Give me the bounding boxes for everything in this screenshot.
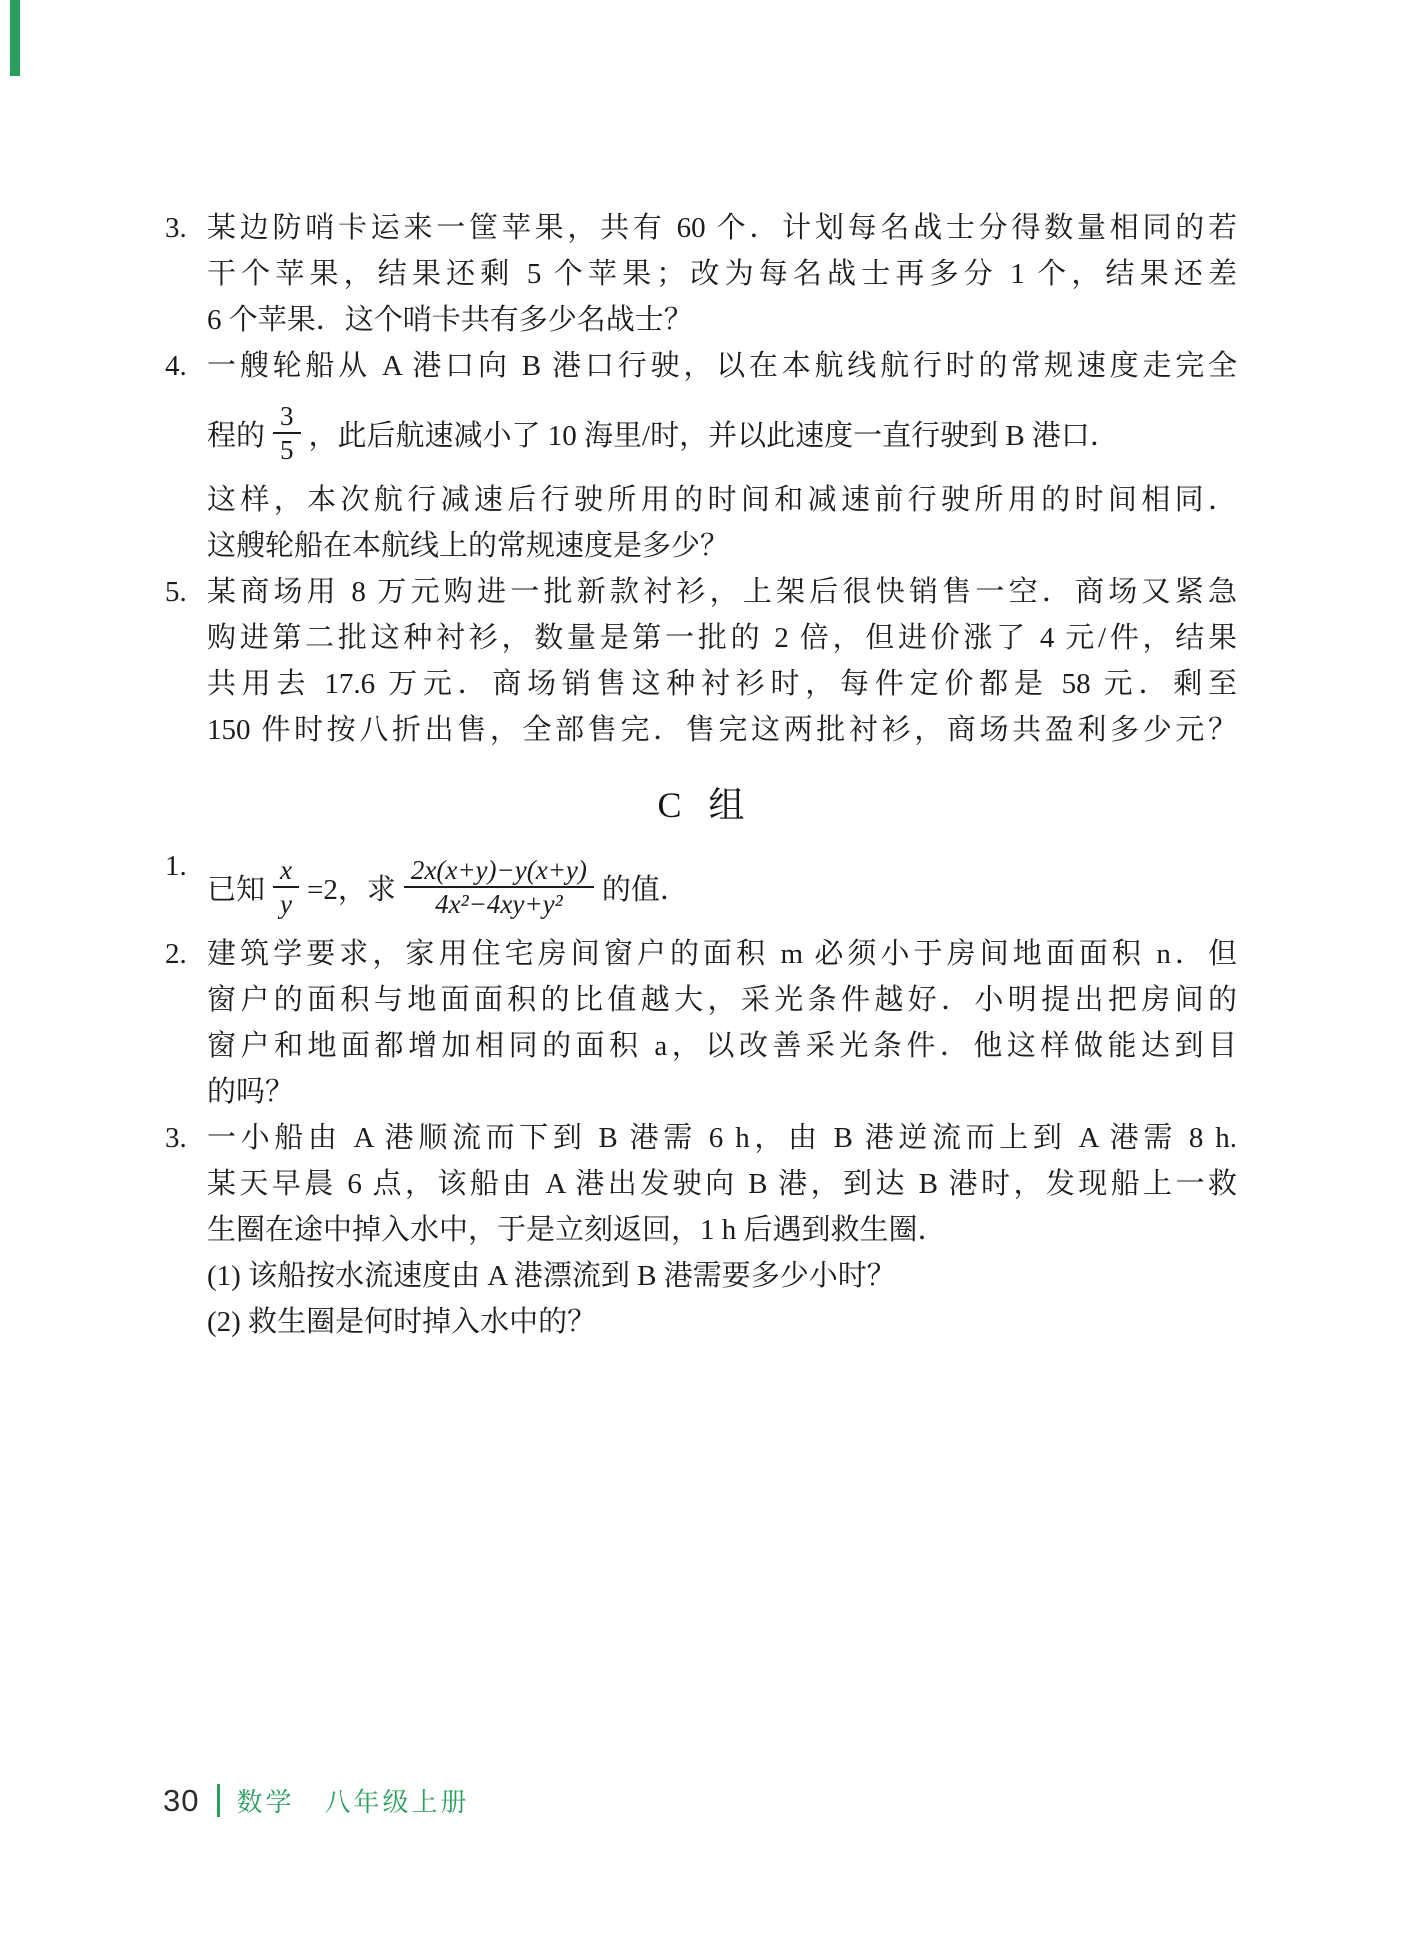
problem-c3 [165, 1115, 1237, 1345]
problem-line: 一艘轮船从 A 港口向 B 港口行驶，以在本航线航行时的常规速度走完全 [207, 350, 1237, 382]
problem-b4 [165, 343, 1237, 569]
problem-b5 [165, 569, 1237, 753]
footer-subject-label: 数学 [236, 1787, 295, 1817]
problem-line: 这样，本次航行减速后行驶所用的时间和减速前行驶所用的时间相同． [207, 484, 1237, 516]
problem-line: 干个苹果，结果还剩 5 个苹果；改为每名战士再多分 1 个，结果还差 [207, 258, 1237, 290]
footer-separator-bar [217, 1784, 220, 1817]
problem-line: 建筑学要求，家用住宅房间窗户的面积 m 必须小于房间地面面积 n．但 [207, 938, 1237, 970]
page-edge-green-tab [10, 0, 20, 76]
problem-number: 4. [165, 350, 187, 382]
problem-number: 3. [165, 212, 187, 244]
text-segment: =2，求 [307, 873, 396, 906]
fraction-denominator: 5 [280, 435, 294, 465]
problem-line-with-fraction [207, 389, 1237, 477]
page-footer [163, 1782, 470, 1819]
problem-line-with-fraction [207, 843, 1237, 931]
footer-volume-label: 八年级上册 [324, 1787, 470, 1817]
problem-c2 [165, 931, 1237, 1115]
problem-line: 某商场用 8 万元购进一批新款衬衫，上架后很快销售一空．商场又紧急 [207, 576, 1237, 608]
problem-line: 某边防哨卡运来一筐苹果，共有 60 个．计划每名战士分得数量相同的若 [207, 212, 1237, 244]
fraction-three-fifths [273, 400, 301, 467]
problem-subquestion-2: (2) 救生圈是何时掉入水中的？ [207, 1306, 597, 1338]
fraction-denominator: 4x²−4xy+y² [435, 889, 563, 919]
section-c-problems [165, 843, 1237, 1345]
fraction-rational-expression [404, 854, 594, 921]
problem-c1 [165, 843, 1237, 931]
problem-line: 生圈在途中掉入水中，于是立刻返回，1 h 后遇到救生圈． [207, 1214, 947, 1246]
text-segment: 的值． [601, 873, 689, 906]
fraction-numerator: 2x(x+y)−y(x+y) [404, 854, 594, 888]
page-number: 30 [163, 1782, 200, 1818]
problem-line: 一小船由 A 港顺流而下到 B 港需 6 h，由 B 港逆流而上到 A 港需 8 h. [207, 1122, 1237, 1154]
fraction-denominator: y [280, 889, 292, 919]
problem-line: 窗户的面积与地面面积的比值越大，采光条件越好．小明提出把房间的 [207, 984, 1237, 1016]
problem-line: 购进第二批这种衬衫，数量是第一批的 2 倍，但进价涨了 4 元/件，结果 [207, 622, 1237, 654]
problem-number: 3. [165, 1122, 187, 1154]
problem-line: 共用去 17.6 万元．商场销售这种衬衫时，每件定价都是 58 元．剩至 [207, 668, 1237, 700]
problem-b3 [165, 205, 1237, 343]
fraction-x-over-y [273, 854, 299, 921]
problem-line: 的吗？ [207, 1076, 295, 1108]
fraction-numerator: x [273, 854, 299, 888]
problem-line: 某天早晨 6 点，该船由 A 港出发驶向 B 港，到达 B 港时，发现船上一救 [207, 1168, 1237, 1200]
problem-number: 5. [165, 576, 187, 608]
section-heading-c-group: C 组 [657, 785, 745, 825]
problem-line: 150 件时按八折出售，全部售完．售完这两批衬衫，商场共盈利多少元？ [207, 714, 1237, 746]
text-segment: ，此后航速减小了 10 海里/时，并以此速度一直行驶到 B 港口． [308, 419, 1119, 452]
problem-line: 6 个苹果．这个哨卡共有多少名战士？ [207, 304, 693, 336]
problem-subquestion-1: (1) 该船按水流速度由 A 港漂流到 B 港需要多少小时？ [207, 1260, 896, 1292]
text-segment: 程的 [207, 419, 266, 452]
page-body [165, 205, 1237, 1345]
fraction-numerator: 3 [273, 400, 301, 434]
problem-number: 1. [165, 850, 187, 882]
problem-line: 这艘轮船在本航线上的常规速度是多少？ [207, 530, 730, 562]
text-segment: 已知 [207, 873, 266, 906]
problem-line: 窗户和地面都增加相同的面积 a，以改善采光条件．他这样做能达到目 [207, 1030, 1237, 1062]
problem-number: 2. [165, 938, 187, 970]
